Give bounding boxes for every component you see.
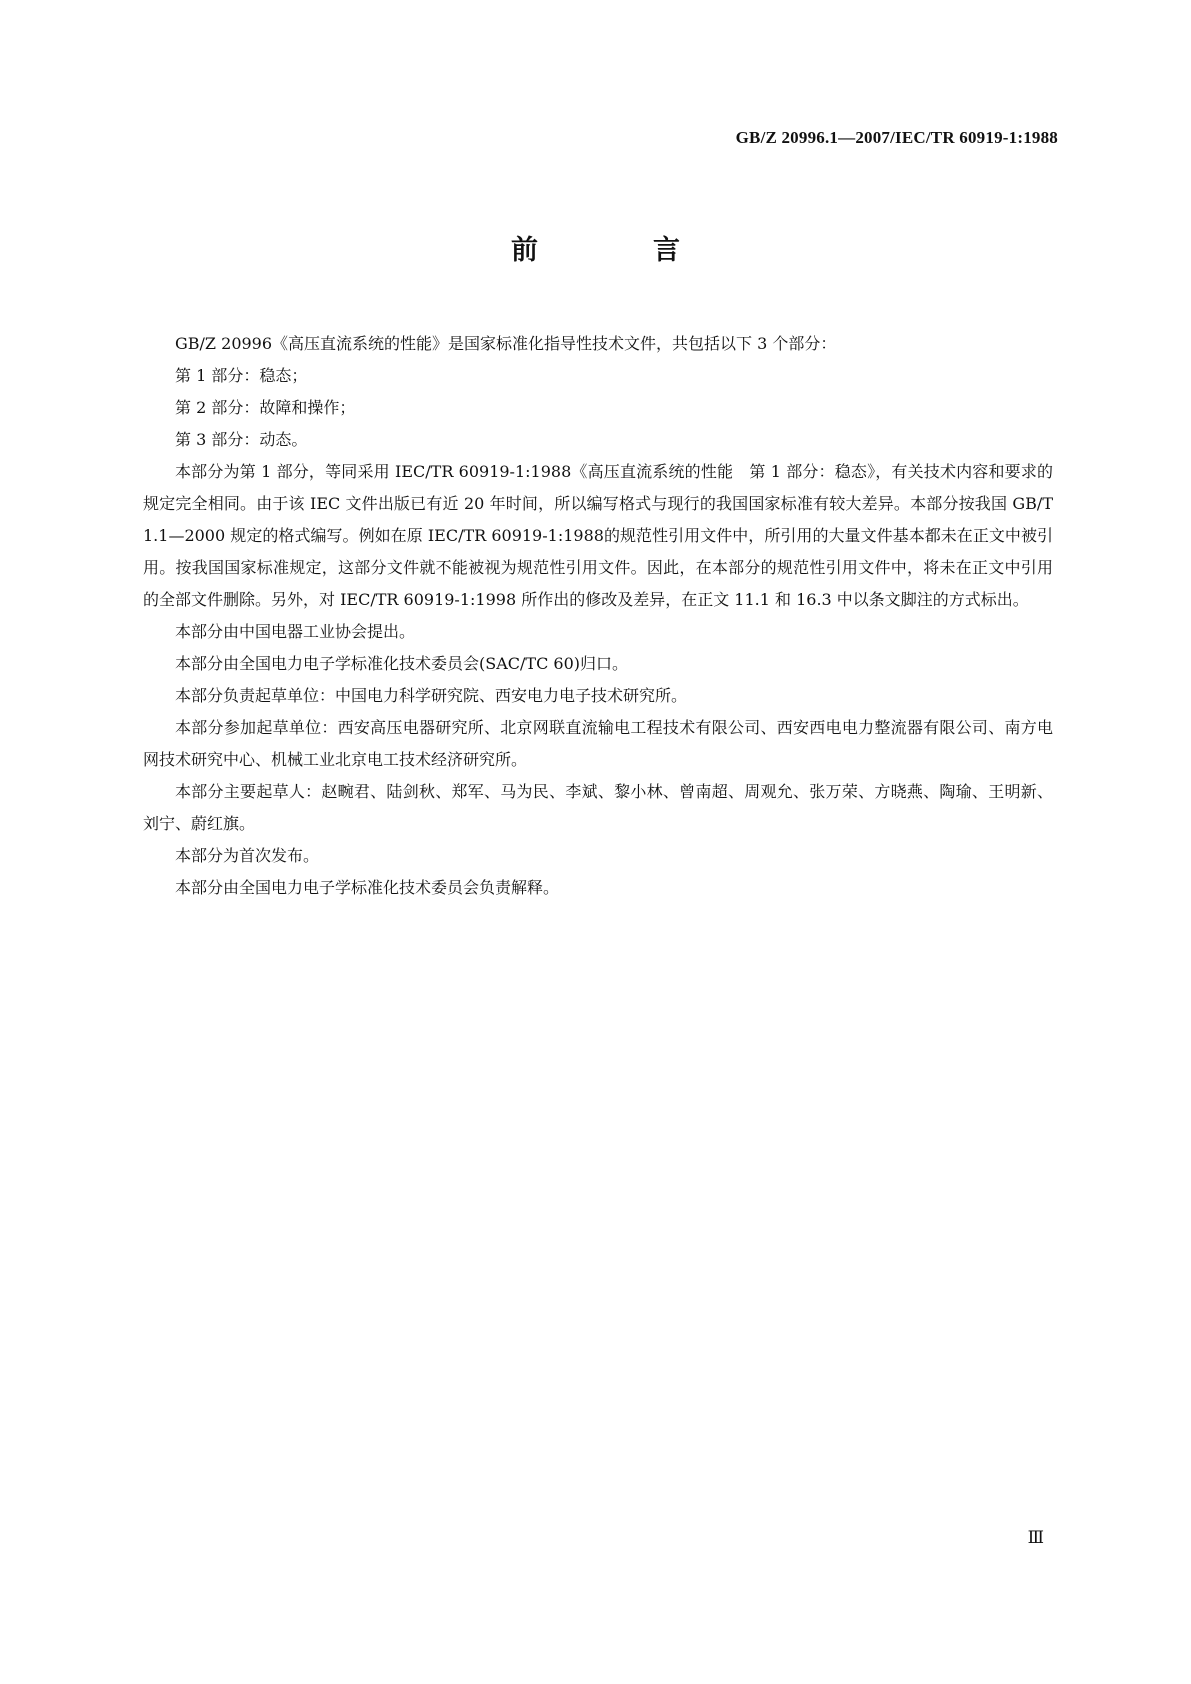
paragraph-intro: GB/Z 20996《高压直流系统的性能》是国家标准化指导性技术文件，共包括以下 3 个部分： [175,334,837,353]
page-number: Ⅲ [1027,1528,1044,1547]
paragraph-part-2: 第 2 部分：故障和操作； [175,398,356,417]
foreword-body [143,328,1053,904]
paragraph-part-3: 第 3 部分：动态。 [175,430,308,449]
paragraph-proposer: 本部分由中国电器工业协会提出。 [175,622,416,641]
paragraph-administrator: 本部分由全国电力电子学标准化技术委员会(SAC/TC 60)归口。 [175,654,628,673]
page-title: 前 言 [511,235,724,266]
paragraph-interpretation: 本部分由全国电力电子学标准化技术委员会负责解释。 [175,878,560,897]
paragraph-lead-drafters: 本部分负责起草单位：中国电力科学研究院、西安电力电子技术研究所。 [175,686,688,705]
paragraph-participating-drafters: 本部分参加起草单位：西安高压电器研究所、北京网联直流输电工程技术有限公司、西安西电电力整流器有限公司、南方电网技术研究中心、机械工业北京电工技术经济研究所。 [143,718,1053,769]
paragraph-adoption: 本部分为第 1 部分，等同采用 IEC/TR 60919-1:1988《高压直流系统的性能 第 1 部分：稳态》，有关技术内容和要求的规定完全相同。由于该 IEC 文件出版已有近 20 年时间，所以编写格式与现行的我国国家标准有较大差异。本部分按我国 GB/T 1.1—2000 规定的格式编写。例如在原 IEC/TR 60919-1:1988的规范性引用文件中，所引用的大量文件基本都未在正文中被引用。按我国国家标准规定，这部分文件就不能被视为规范性引用文件。因此，在本部分的规范性引用文件中，将未在正文中引用的全部文件删除。另外，对 IEC/TR 60919-1:1998 所作出的修改及差异，在正文 11.1 和 16.3 中以条文脚注的方式标出。 [143,462,1053,609]
paragraph-main-authors: 本部分主要起草人：赵畹君、陆剑秋、郑军、马为民、李斌、黎小林、曾南超、周观允、张万荣、方晓燕、陶瑜、王明新、刘宁、蔚红旗。 [143,782,1053,833]
standard-code-header: GB/Z 20996.1—2007/IEC/TR 60919-1:1988 [735,128,1058,147]
paragraph-first-release: 本部分为首次发布。 [175,846,320,865]
paragraph-part-1: 第 1 部分：稳态； [175,366,308,385]
